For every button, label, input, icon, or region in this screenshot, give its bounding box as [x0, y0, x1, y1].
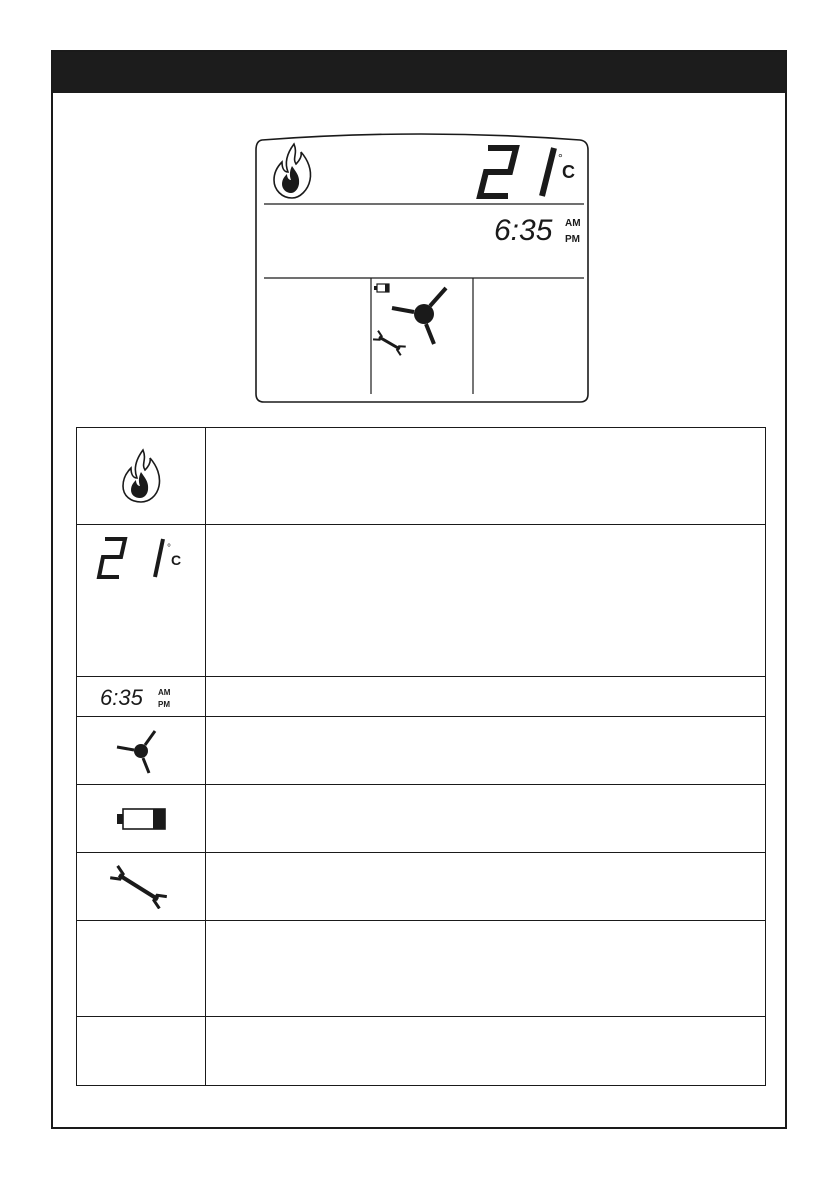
legend-row-wrench — [77, 852, 765, 920]
temp-unit-label: C — [562, 162, 575, 182]
legend-row-clock — [77, 676, 765, 716]
legend-description — [206, 1017, 765, 1085]
clock-display-icon — [100, 683, 182, 711]
legend-row-empty-2 — [77, 1016, 765, 1085]
clock-time: 6:35 — [494, 214, 553, 247]
legend-description — [206, 428, 765, 524]
flame-icon — [121, 448, 161, 504]
wrench-icon — [373, 331, 406, 356]
svg-text:°: ° — [167, 543, 171, 554]
legend-row-flame — [77, 428, 765, 524]
battery-icon — [115, 807, 167, 831]
wrench-icon — [109, 865, 173, 909]
temperature-readout — [480, 148, 575, 196]
legend-description — [206, 785, 765, 852]
legend-row-fan — [77, 716, 765, 784]
legend-description — [206, 525, 765, 676]
am-label: AM — [565, 218, 581, 229]
legend-row-temperature — [77, 524, 765, 676]
clock-readout — [494, 214, 581, 247]
fan-icon — [113, 723, 169, 779]
page-frame — [51, 50, 787, 1129]
battery-icon — [374, 284, 389, 292]
temp-degree-symbol: ° — [558, 151, 563, 165]
fan-icon — [392, 288, 446, 344]
svg-text:C: C — [171, 552, 182, 568]
legend-table — [76, 427, 766, 1086]
pm-label: PM — [565, 234, 580, 245]
legend-row-empty-1 — [77, 920, 765, 1016]
temperature-display-icon — [95, 535, 187, 583]
legend-row-battery — [77, 784, 765, 852]
legend-description — [206, 921, 765, 1016]
header-bar — [53, 52, 785, 93]
flame-icon — [274, 144, 311, 198]
svg-text:PM: PM — [158, 699, 170, 709]
svg-text:AM: AM — [158, 687, 171, 697]
legend-description — [206, 677, 765, 716]
svg-text:6:35: 6:35 — [100, 684, 143, 710]
legend-description — [206, 853, 765, 920]
lcd-display — [254, 132, 589, 404]
legend-description — [206, 717, 765, 784]
